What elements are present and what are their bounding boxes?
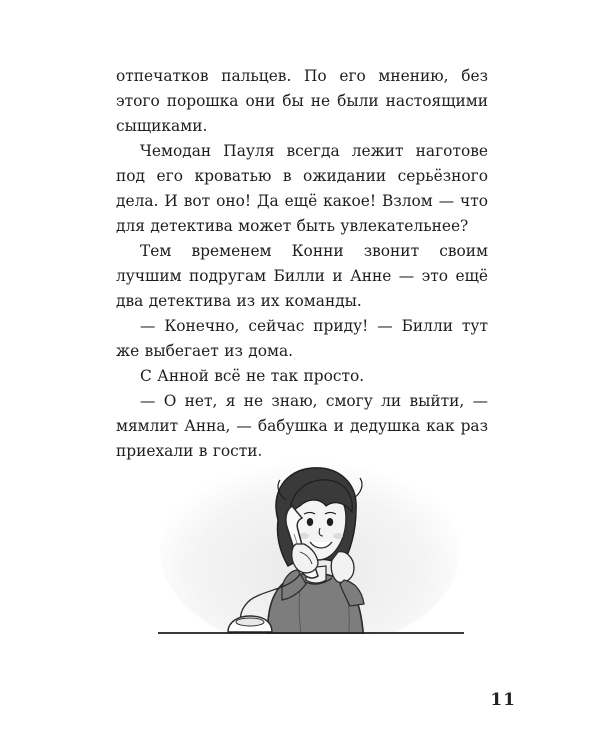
paragraph-6: — О нет, я не знаю, смогу ли выйти, — мямлит Анна, — бабушка и дедушка как раз приехали в гости. — [116, 392, 488, 460]
paragraph-2: Чемодан Пауля всегда лежит наготове под его кроватью в ожидании серьёзного дела. И вот оно! Да ещё какое! Взлом — что для детектива может быть увлекательнее? — [116, 142, 488, 235]
paragraph-4: — Конечно, сейчас приду! — Билли тут же выбегает из дома. — [116, 317, 488, 360]
girl-eye-left — [307, 518, 313, 526]
girl-hand-left — [331, 552, 354, 583]
girl-eye-right — [327, 518, 333, 526]
girl-on-phone-illustration — [150, 440, 470, 645]
paragraph-1: отпечатков пальцев. По его мнению, без этого порошка они бы не были настоящими сыщиками. — [116, 67, 488, 135]
paragraph-5: С Анной всё не так просто. — [140, 367, 365, 385]
table-surface — [158, 634, 464, 645]
body-text — [116, 64, 488, 464]
girl-cheek — [333, 533, 343, 539]
page-number: 11 — [490, 690, 516, 710]
paragraph-3: Тем временем Конни звонит своим лучшим подругам Билли и Анне — это ещё два детектива из их команды. — [116, 242, 488, 310]
phone-base-top — [236, 618, 264, 626]
